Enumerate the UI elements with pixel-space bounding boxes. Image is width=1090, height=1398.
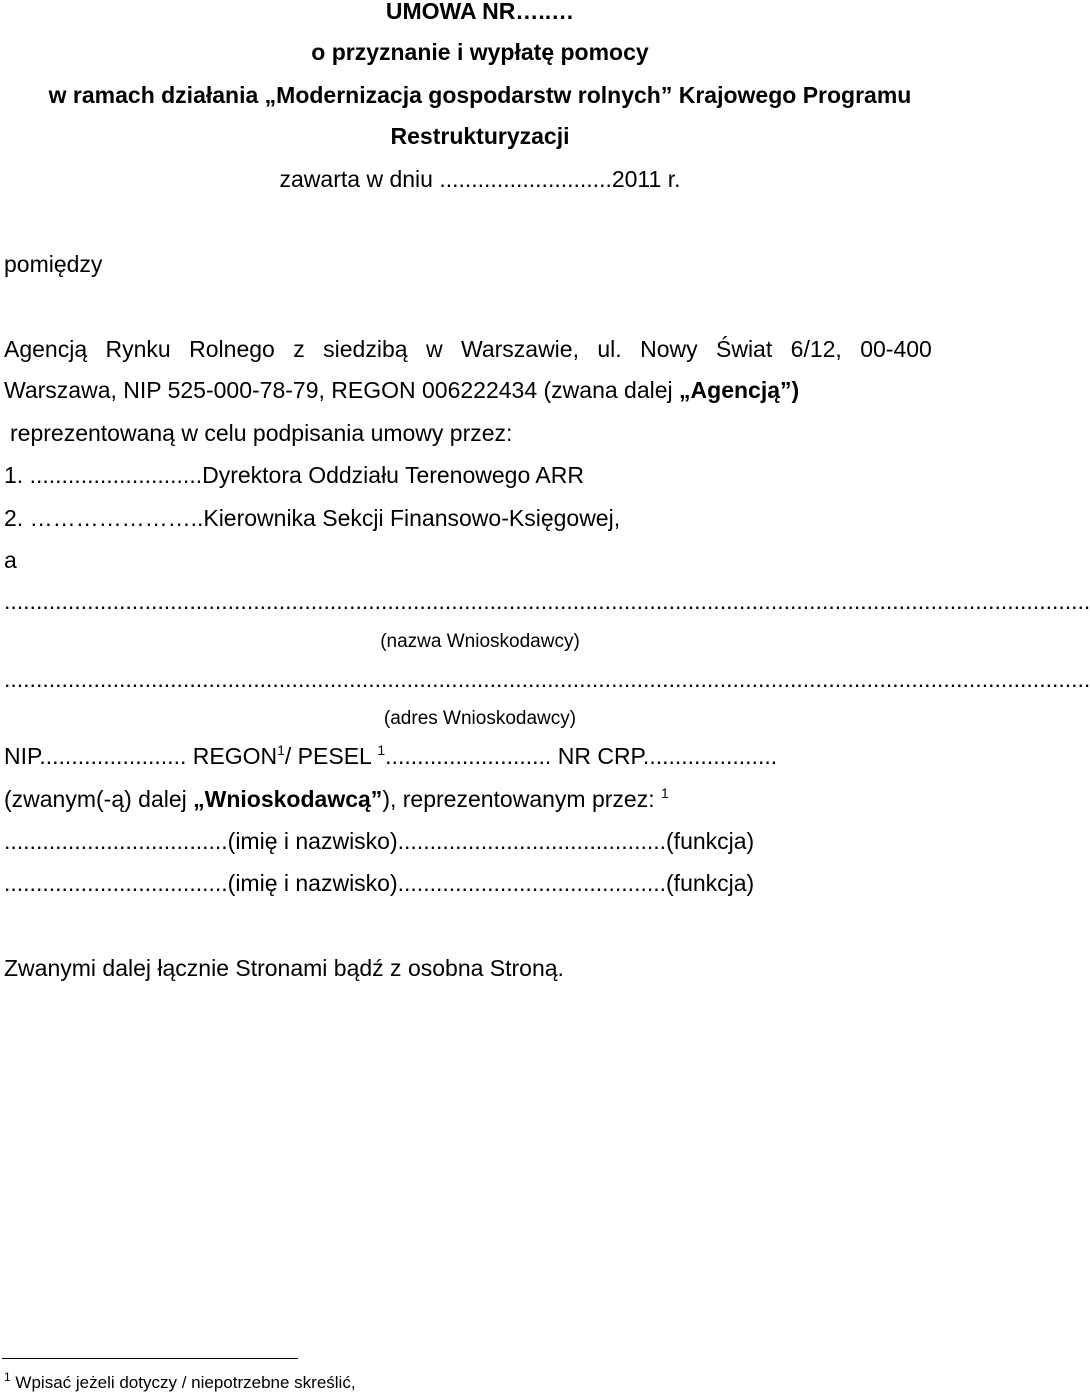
regon-field: REGON bbox=[192, 743, 278, 769]
contract-date-line: zawarta w dniu ...........................2011 r. bbox=[279, 166, 681, 192]
applicant-ids-line: NIP....................... REGON$^1$/ PESEL $^1$.......................... NR CRP..................... bbox=[4, 742, 778, 769]
applicant-representative-1: ...................................(imię i nazwisko)..........................................(funkcja) bbox=[4, 828, 755, 854]
footnote-separator bbox=[2, 1358, 298, 1359]
parties-collective-definition: Zwanymi dalej łącznie Stronami bądź z osobna Stroną. bbox=[4, 955, 564, 981]
footnote-text: Wpisać jeżeli dotyczy / niepotrzebne skreślić, bbox=[15, 1373, 356, 1392]
representative-2: 2. …………………..Kierownika Sekcji Finansowo-Księgowej, bbox=[4, 505, 621, 531]
nr-crp-field: NR CRP..................... bbox=[557, 743, 778, 769]
contract-measure-line: w ramach działania „Modernizacja gospodarstw rolnych” Krajowego Programu bbox=[48, 82, 912, 108]
agency-defined-term: „Agencją”) bbox=[679, 377, 800, 403]
applicant-name-field: .......................................................................................................................................................................... bbox=[4, 588, 1090, 614]
applicant-defined-term: „Wnioskodawcą” bbox=[193, 786, 383, 812]
and-label: a bbox=[4, 547, 17, 573]
applicant-address-caption: (adres Wnioskodawcy) bbox=[383, 708, 577, 729]
footnote bbox=[4, 1372, 356, 1394]
footnote-mark: 1 bbox=[4, 1370, 11, 1384]
contract-subtitle: o przyznanie i wypłatę pomocy bbox=[311, 39, 649, 65]
agency-line-2: Warszawa, NIP 525-000-78-79, REGON 006222434 (zwana dalej „Agencją”) bbox=[4, 377, 800, 403]
applicant-representative-2: ...................................(imię i nazwisko)..........................................(funkcja) bbox=[4, 870, 755, 896]
applicant-address-field: .......................................................................................................................................................................... bbox=[4, 666, 1090, 692]
representative-1: 1. ...........................Dyrektora Oddziału Terenowego ARR bbox=[4, 462, 584, 488]
contract-program-line: Restrukturyzacji bbox=[390, 123, 570, 149]
applicant-name-caption: (nazwa Wnioskodawcy) bbox=[380, 631, 580, 652]
nip-field: NIP....................... bbox=[4, 743, 187, 769]
agency-line-1: Agencją Rynku Rolnego z siedzibą w Warszawie, ul. Nowy Świat 6/12, 00-400 bbox=[4, 336, 932, 362]
applicant-defined-line: (zwanym(-ą) dalej „Wnioskodawcą”), reprezentowanym przez: $^1$ bbox=[4, 785, 669, 812]
contract-title: UMOWA NR…..… bbox=[385, 0, 575, 24]
represented-by: reprezentowaną w celu podpisania umowy przez: bbox=[10, 420, 513, 446]
between-label: pomiędzy bbox=[4, 251, 103, 277]
